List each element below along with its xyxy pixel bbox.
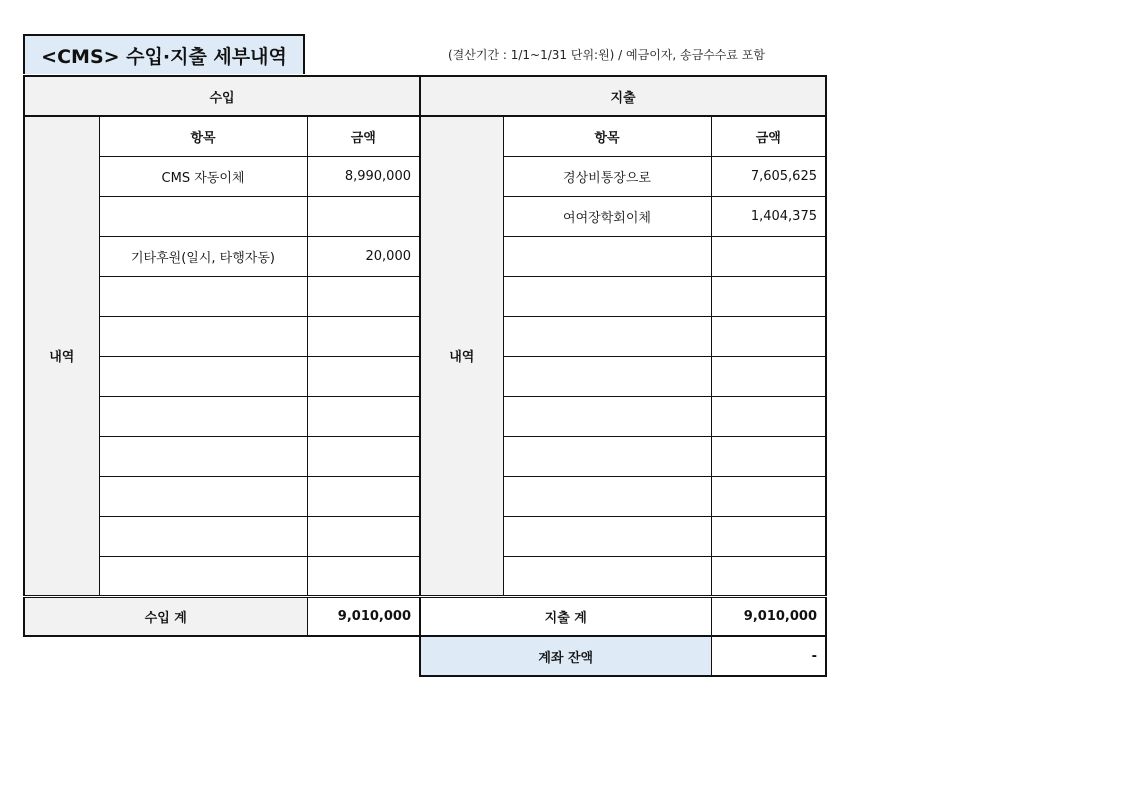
expense-item xyxy=(503,316,711,356)
income-item xyxy=(99,556,307,596)
expense-total-label: 지출 계 xyxy=(420,596,711,636)
income-item xyxy=(99,476,307,516)
income-side-label: 내역 xyxy=(24,116,99,596)
ledger-table xyxy=(23,75,827,677)
expense-amount: 1,404,375 xyxy=(711,196,826,236)
expense-item: 경상비통장으로 xyxy=(503,156,711,196)
income-col-item: 항목 xyxy=(99,116,307,156)
expense-amount xyxy=(711,476,826,516)
expense-item xyxy=(503,436,711,476)
income-amount xyxy=(307,396,420,436)
expense-amount: 7,605,625 xyxy=(711,156,826,196)
expense-item xyxy=(503,396,711,436)
page-title: <CMS> 수입·지출 세부내역 xyxy=(23,34,305,74)
income-item: CMS 자동이체 xyxy=(99,156,307,196)
expense-amount xyxy=(711,316,826,356)
income-amount xyxy=(307,476,420,516)
expense-amount xyxy=(711,276,826,316)
income-header: 수입 xyxy=(24,76,420,116)
expense-item xyxy=(503,236,711,276)
expense-amount xyxy=(711,236,826,276)
income-total-value: 9,010,000 xyxy=(307,596,420,636)
income-item xyxy=(99,436,307,476)
blank-cell xyxy=(24,636,420,676)
expense-amount xyxy=(711,396,826,436)
income-amount xyxy=(307,356,420,396)
balance-label: 계좌 잔액 xyxy=(420,636,711,676)
expense-item xyxy=(503,276,711,316)
expense-col-item: 항목 xyxy=(503,116,711,156)
income-amount xyxy=(307,276,420,316)
income-item xyxy=(99,356,307,396)
income-item xyxy=(99,316,307,356)
income-total-label: 수입 계 xyxy=(24,596,307,636)
income-amount xyxy=(307,516,420,556)
period-note: (결산기간 : 1/1~1/31 단위:원) / 예금이자, 송금수수료 포함 xyxy=(448,48,765,62)
expense-item: 여여장학회이체 xyxy=(503,196,711,236)
expense-side-label: 내역 xyxy=(420,116,503,596)
expense-amount xyxy=(711,356,826,396)
expense-item xyxy=(503,356,711,396)
income-amount xyxy=(307,316,420,356)
expense-amount xyxy=(711,556,826,596)
expense-item xyxy=(503,556,711,596)
expense-total-value: 9,010,000 xyxy=(711,596,826,636)
income-item: 기타후원(일시, 타행자동) xyxy=(99,236,307,276)
income-amount: 8,990,000 xyxy=(307,156,420,196)
income-amount xyxy=(307,196,420,236)
balance-value: - xyxy=(711,636,826,676)
income-amount: 20,000 xyxy=(307,236,420,276)
income-item xyxy=(99,396,307,436)
income-amount xyxy=(307,556,420,596)
expense-col-amount: 금액 xyxy=(711,116,826,156)
income-amount xyxy=(307,436,420,476)
expense-amount xyxy=(711,516,826,556)
expense-item xyxy=(503,476,711,516)
income-item xyxy=(99,276,307,316)
expense-amount xyxy=(711,436,826,476)
income-item xyxy=(99,196,307,236)
income-col-amount: 금액 xyxy=(307,116,420,156)
income-item xyxy=(99,516,307,556)
expense-item xyxy=(503,516,711,556)
expense-header: 지출 xyxy=(420,76,826,116)
